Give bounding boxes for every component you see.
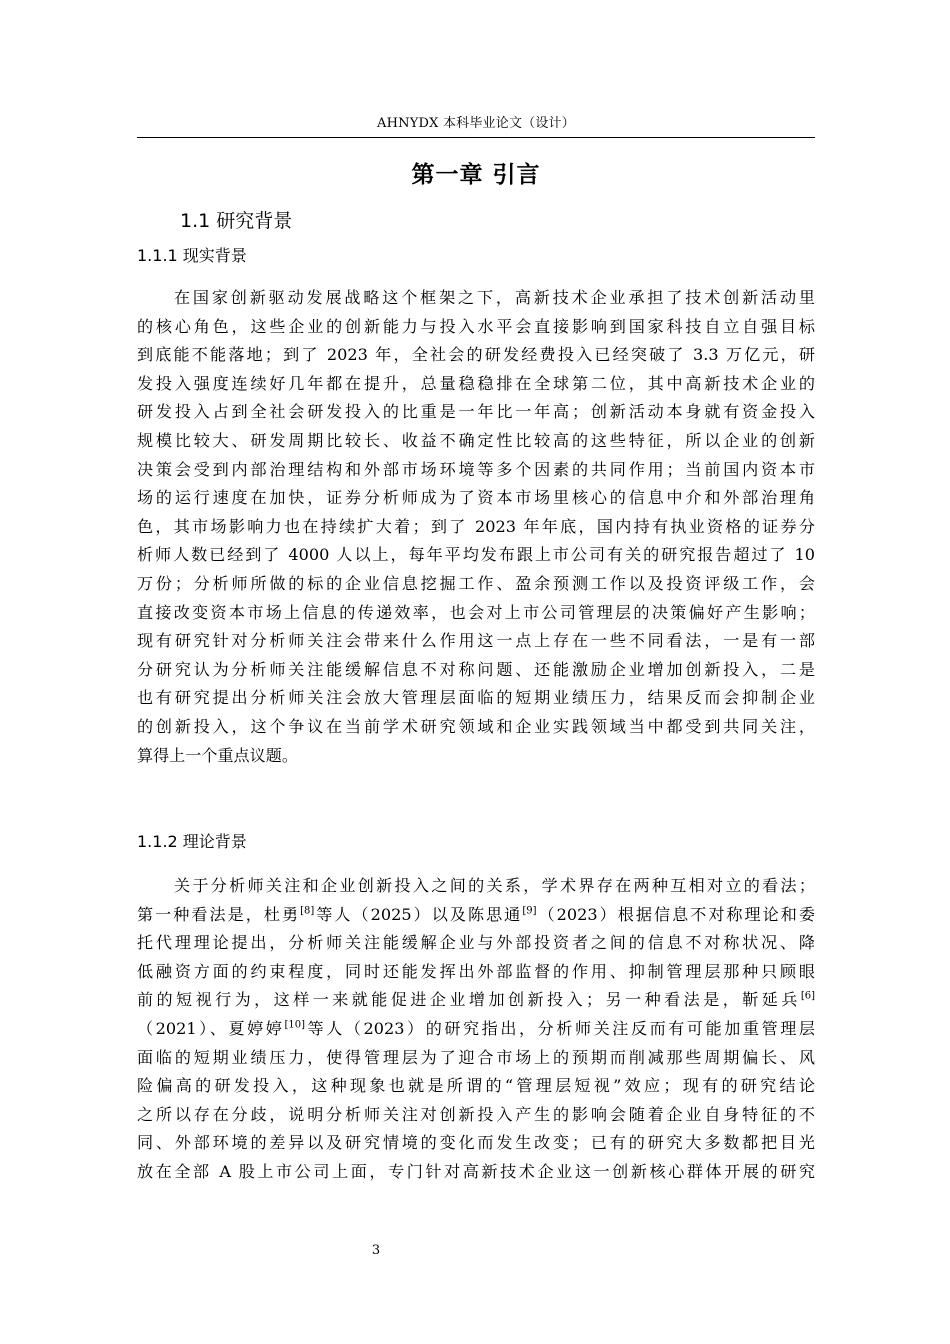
chapter-title: 第一章 引言: [411, 162, 541, 188]
text-line: 析师人数已经到了 4000 人以上，每年平均发布跟上市公司有关的研究报告超过了 10: [137, 545, 815, 565]
text-run: 等人（2023）的研究指出，分析师关注反而有可能加重管理层: [304, 1018, 815, 1038]
text-run: （2021）、夏婷婷: [137, 1018, 285, 1038]
text-line: 算得上一个重点议题。: [137, 745, 298, 765]
text-line-with-citation: [137, 986, 815, 1015]
citation-ref: [8]: [300, 905, 315, 917]
text-line: 直接改变资本市场上信息的传递效率，也会对上市公司管理层的决策偏好产生影响；: [137, 602, 815, 622]
text-line: 放在全部 A 股上市公司上面，专门针对高新技术企业这一创新核心群体开展的研究: [137, 1161, 815, 1181]
subsection-title-practical: 1.1.1 现实背景: [137, 246, 247, 265]
text-line: 到底能不能落地；到了 2023 年，全社会的研发经费投入已经突破了 3.3 万亿元，研: [137, 345, 815, 365]
page-number: 3: [371, 1243, 381, 1258]
text-line: 关于分析师关注和企业创新投入之间的关系，学术界存在两种互相对立的看法；: [174, 876, 815, 895]
text-line: 托代理理论提出，分析师关注能缓解企业与外部投资者之间的信息不对称状况、降: [137, 933, 815, 953]
text-line: 之所以存在分歧，说明分析师关注对创新投入产生的影响会随着企业自身特征的不: [137, 1104, 815, 1124]
text-line: 的核心角色，这些企业的创新能力与投入水平会直接影响到国家科技自立自强目标: [137, 316, 815, 336]
citation-ref: [6]: [800, 991, 815, 1003]
text-run: 等人（2025）以及陈思通: [314, 904, 523, 924]
text-line: 同、外部环境的差异以及研究情境的变化而发生改变；已有的研究大多数都把目光: [137, 1133, 815, 1153]
subsection-title-theoretical: 1.1.2 理论背景: [137, 832, 247, 851]
text-line: 分研究认为分析师关注能缓解信息不对称问题、还能激励企业增加创新投入，二是: [137, 659, 815, 679]
running-header: AHNYDX 本科毕业论文（设计）: [377, 116, 575, 131]
text-line: 场的运行速度在加快，证券分析师成为了资本市场里核心的信息中介和外部治理角: [137, 488, 815, 508]
citation-ref: [10]: [284, 1019, 305, 1031]
citation-ref: [9]: [522, 905, 537, 917]
text-line: 的创新投入，这个争议在当前学术研究领域和企业实践领域当中都受到共同关注，: [137, 716, 815, 736]
header-rule: [137, 137, 815, 138]
text-run: （2023）根据信息不对称理论和委: [536, 904, 815, 924]
text-line: 低融资方面的约束程度，同时还能发挥出外部监督的作用、抑制管理层那种只顾眼: [137, 961, 815, 981]
text-run: 前的短视行为，这样一来就能促进企业增加创新投入；另一种看法是，靳延兵: [137, 990, 801, 1010]
section-title: 1.1 研究背景: [180, 210, 293, 232]
text-line: 色，其市场影响力也在持续扩大着；到了 2023 年年底，国内持有执业资格的证券分: [137, 516, 815, 536]
paragraph-practical-background: [137, 284, 815, 770]
text-line: 面临的短期业绩压力，使得管理层为了迎合市场上的预期而削减那些周期偏长、风: [137, 1047, 815, 1067]
text-run: 第一种看法是，杜勇: [137, 904, 301, 924]
text-line: 发投入强度连续好几年都在提升，总量稳稳排在全球第二位，其中高新技术企业的: [137, 373, 815, 393]
text-line: 也有研究提出分析师关注会放大管理层面临的短期业绩压力，结果反而会抑制企业: [137, 688, 815, 708]
text-line: 现有研究针对分析师关注会带来什么作用这一点上存在一些不同看法，一是有一部: [137, 631, 815, 651]
text-line: 决策会受到内部治理结构和外部市场环境等多个因素的共同作用；当前国内资本市: [137, 459, 815, 479]
text-line: 万份；分析师所做的标的企业信息挖掘工作、盈余预测工作以及投资评级工作，会: [137, 573, 815, 593]
text-line: 规模比较大、研发周期比较长、收益不确定性比较高的这些特征，所以企业的创新: [137, 430, 815, 450]
text-line-with-citation: [137, 1015, 815, 1044]
text-line: 在国家创新驱动发展战略这个框架之下，高新技术企业承担了技术创新活动里: [174, 288, 815, 307]
text-line: 研发投入占到全社会研发投入的比重是一年比一年高；创新活动本身就有资金投入: [137, 402, 815, 422]
text-line-with-citations: [137, 901, 815, 930]
text-line: 险偏高的研发投入，这种现象也就是所谓的“管理层短视”效应；现有的研究结论: [137, 1076, 815, 1096]
paragraph-theoretical-background: [137, 872, 815, 1187]
